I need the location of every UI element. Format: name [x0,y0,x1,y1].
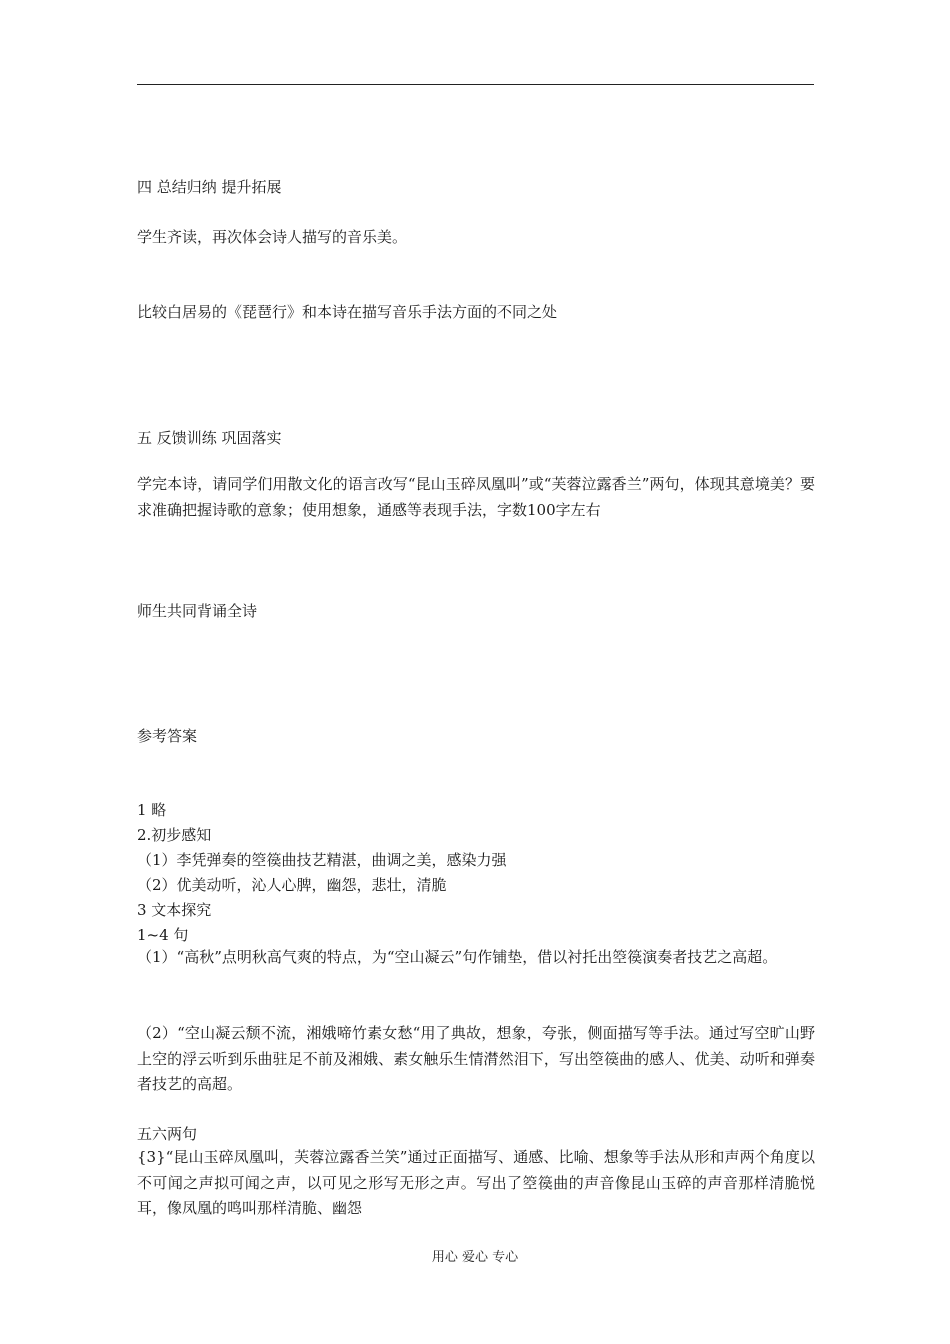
answer-2-1: （1）李凭弹奏的箜篌曲技艺精湛，曲调之美，感染力强 [137,851,507,869]
answers-title: 参考答案 [137,727,198,745]
answer-3-paragraph-1: （1）“高秋”点明秋高气爽的特点，为“空山凝云”句作铺垫，借以衬托出箜篌演奏者技艺之高超。 [137,948,778,966]
header-rule [137,84,814,85]
section5-recite: 师生共同背诵全诗 [137,602,258,620]
answer-3-range: 1~4 句 [137,926,189,944]
answer-1: 1 略 [137,801,167,819]
answer-2: 2.初步感知 [137,826,212,844]
section5-heading: 五 反馈训练 巩固落实 [137,429,282,447]
answer-3-subheading: 五六两句 [137,1125,198,1143]
section4-heading: 四 总结归纳 提升拓展 [137,178,282,196]
section5-task: 学完本诗，请同学们用散文化的语言改写“昆山玉碎凤凰叫”或“芙蓉泣露香兰”两句，体现其意境美？要求准确把握诗歌的意象；使用想象，通感等表现手法，字数100字左右 [137,475,815,519]
section4-line2: 比较白居易的《琵琶行》和本诗在描写音乐手法方面的不同之处 [137,303,558,321]
answer-3-paragraph-2: （2）“空山凝云颓不流，湘娥啼竹素女愁“用了典故，想象，夸张，侧面描写等手法。通过写空旷山野上空的浮云听到乐曲驻足不前及湘娥、素女触乐生情潸然泪下，写出箜篌曲的感人、优美、动听和弹奏者技艺的高超。 [137,1024,815,1093]
answer-2-2: （2）优美动听，沁人心脾，幽怨，悲壮，清脆 [137,876,447,894]
answer-3: 3 文本探究 [137,901,212,919]
page-footer: 用心 爱心 专心 [431,1250,519,1265]
section4-line1: 学生齐读，再次体会诗人描写的音乐美。 [137,228,408,246]
answer-3-paragraph-3: {3}“昆山玉碎凤凰叫，芙蓉泣露香兰笑”通过正面描写、通感、比喻、想象等手法从形和声两个角度以不可闻之声拟可闻之声，以可见之形写无形之声。写出了箜篌曲的声音像昆山玉碎的声音那样清脆悦耳，像凤凰的鸣叫那样清脆、幽怨 [137,1148,815,1217]
